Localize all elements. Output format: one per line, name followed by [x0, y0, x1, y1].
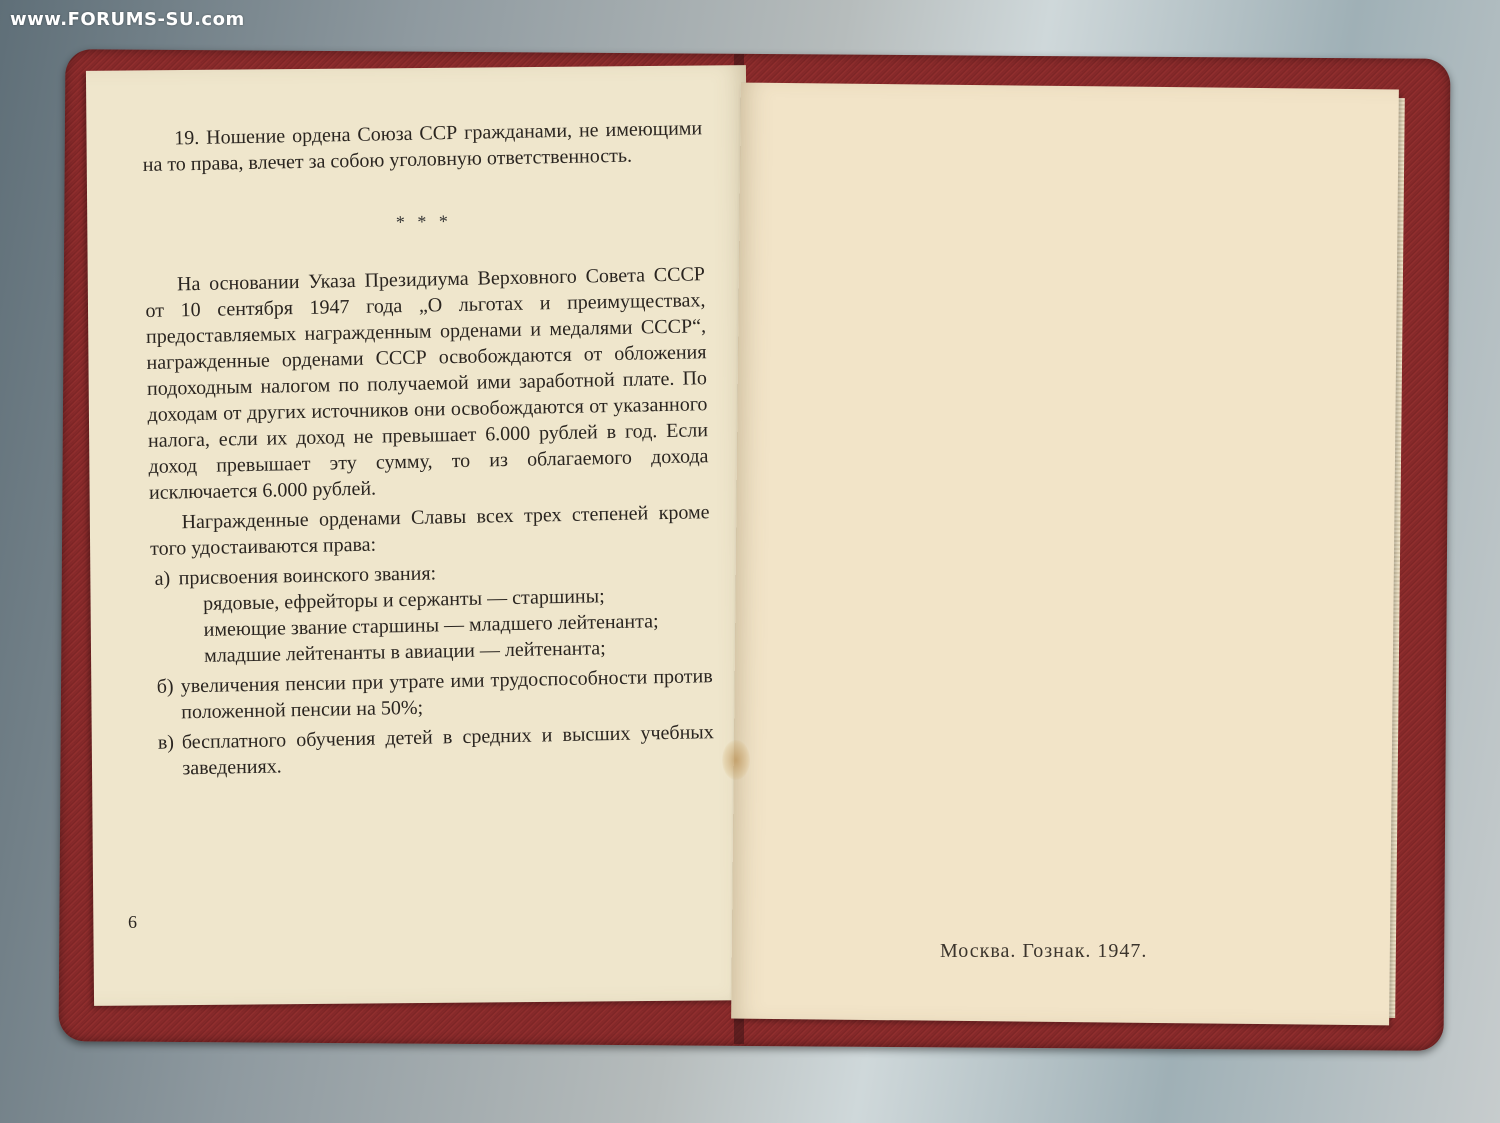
list-item: [153, 663, 714, 726]
privileges-list: [150, 555, 714, 782]
list-item-text: увеличения пенсии при утрате ими трудоспособности против положенной пенсии на 50%;: [180, 665, 713, 724]
list-marker: а): [154, 567, 171, 590]
page-number: 6: [128, 912, 137, 932]
left-page-text: [142, 115, 715, 786]
paragraph-glory-order: Награжденные орденами Славы всех трех степеней кроме того удостаиваются права:: [149, 501, 710, 560]
list-item-text: бесплатного обучения детей в средних и высших учебных заведениях.: [181, 721, 714, 780]
list-item: [154, 719, 715, 782]
rank-line: младшие лейтенанты в авиации — лейтенанта;: [203, 637, 606, 667]
printer-imprint: Москва. Гознак. 1947.: [940, 940, 1148, 962]
rank-line: рядовые, ефрейторы и сержанты — старшины;: [202, 585, 605, 615]
paragraph-19: 19. Ношение ордена Союза ССР гражданами, не имеющими на то права, влечет за собою уголовную ответственность.: [142, 117, 703, 176]
list-marker: б): [156, 675, 174, 698]
rank-sublist: [179, 581, 712, 669]
paper-stain: [722, 740, 750, 780]
rank-line: имеющие звание старшины — младшего лейтенанта;: [203, 610, 659, 641]
separator-asterisks: * * *: [395, 211, 453, 233]
list-item: [150, 555, 712, 670]
right-page: [731, 83, 1399, 1026]
list-marker: в): [157, 731, 175, 754]
paragraph-decree: На основании Указа Президиума Верховного Совета СССР от 10 сентября 1947 года „О льготах и преимуществах, предоставляемых награжденным орденами и медалями СССР“, награжденные орденами СССР освобождаются от обложения подоходным налогом по получаемой ими заработной плате. По доходам от других источников они освобождаются от указанного налога, если их доход не превышает 6.000 рублей в год. Если доход превышает эту сумму, то из облагаемого дохода исключается 6.000 рублей.: [145, 263, 709, 504]
list-item-text: присвоения воинского звания:: [178, 562, 437, 590]
watermark-text: www.FORUMS-SU.com: [10, 9, 245, 30]
